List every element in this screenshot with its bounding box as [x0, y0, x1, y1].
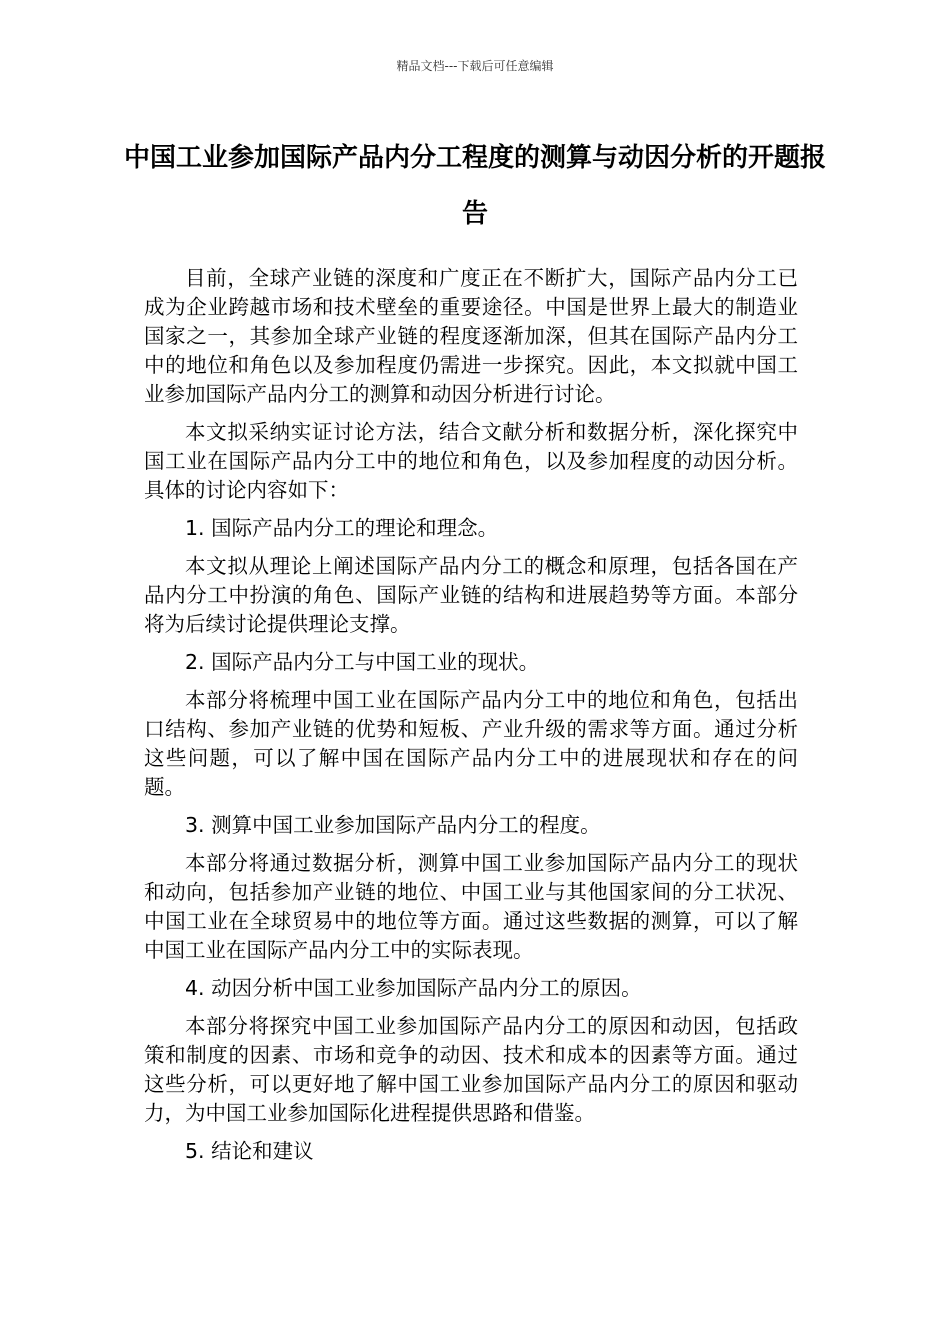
section-heading-5: 5. 结论和建议 — [185, 1139, 314, 1163]
section-heading-3: 3. 测算中国工业参加国际产品内分工的程度。 — [185, 813, 601, 837]
document-title: 中国工业参加国际产品内分工程度的测算与动因分析的开题报告 — [123, 143, 826, 229]
paragraph-section-4: 本部分将探究中国工业参加国际产品内分工的原因和动因，包括政策和制度的因素、市场和竞争的动因、技术和成本的因素等方面。通过这些分析，可以更好地了解中国工业参加国际产品内分工的原因和驱动力，为中国工业参加国际化进程提供思路和借鉴。 — [144, 1014, 798, 1125]
paragraph-intro: 目前，全球产业链的深度和广度正在不断扩大，国际产品内分工已成为企业跨越市场和技术壁垒的重要途径。中国是世界上最大的制造业国家之一，其参加全球产业链的程度逐渐加深，但其在国际产品内分工中的地位和角色以及参加程度仍需进一步探究。因此，本文拟就中国工业参加国际产品内分工的测算和动因分析进行讨论。 — [144, 266, 798, 406]
document-body — [144, 264, 798, 1175]
section-heading-2: 2. 国际产品内分工与中国工业的现状。 — [185, 650, 540, 674]
paragraph-section-2: 本部分将梳理中国工业在国际产品内分工中的地位和角色，包括出口结构、参加产业链的优势和短板、产业升级的需求等方面。通过分析这些问题，可以了解中国在国际产品内分工中的进展现状和存在的问题。 — [144, 688, 798, 799]
paragraph-section-3: 本部分将通过数据分析，测算中国工业参加国际产品内分工的现状和动向，包括参加产业链的地位、中国工业与其他国家间的分工状况、中国工业在全球贸易中的地位等方面。通过这些数据的测算，可以了解中国工业在国际产品内分工中的实际表现。 — [144, 851, 798, 962]
page-header: 精品文档---下载后可任意编辑 — [396, 59, 554, 73]
paragraph-section-1: 本文拟从理论上阐述国际产品内分工的概念和原理，包括各国在产品内分工中扮演的角色、国际产业链的结构和进展趋势等方面。本部分将为后续讨论提供理论支撑。 — [144, 554, 798, 636]
section-heading-4: 4. 动因分析中国工业参加国际产品内分工的原因。 — [185, 976, 642, 1000]
paragraph-method: 本文拟采纳实证讨论方法，结合文献分析和数据分析，深化探究中国工业在国际产品内分工中的地位和角色，以及参加程度的动因分析。具体的讨论内容如下： — [144, 420, 798, 502]
section-heading-1: 1. 国际产品内分工的理论和理念。 — [185, 516, 499, 540]
